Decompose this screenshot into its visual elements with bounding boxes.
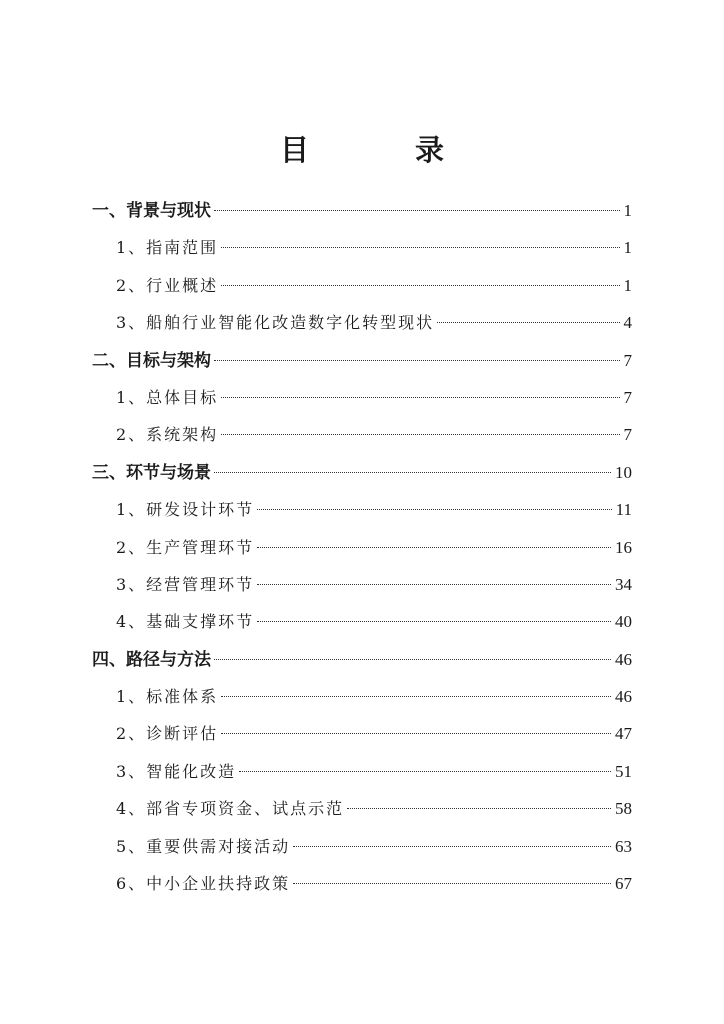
toc-entry-label: 2、系统架构	[116, 425, 219, 445]
toc-dot-leader	[257, 547, 611, 548]
toc-dot-leader	[239, 771, 611, 772]
toc-entry-page: 67	[615, 874, 632, 894]
toc-entry-page: 1	[623, 275, 632, 295]
toc-dot-leader	[221, 247, 619, 248]
toc-dot-leader	[221, 434, 619, 435]
toc-entry-subsection[interactable]	[92, 416, 632, 453]
toc-entry-label: 2、诊断评估	[116, 724, 219, 744]
toc-entry-label: 3、船舶行业智能化改造数字化转型现状	[116, 313, 435, 333]
toc-entry-section[interactable]	[92, 192, 632, 229]
toc-dot-leader	[257, 584, 611, 585]
toc-entry-subsection[interactable]	[92, 529, 632, 566]
toc-entry-subsection[interactable]	[92, 491, 632, 528]
toc-entry-subsection[interactable]	[92, 267, 632, 304]
toc-entry-page: 11	[615, 500, 632, 520]
toc-dot-leader	[257, 621, 611, 622]
toc-entry-section[interactable]	[92, 342, 632, 379]
toc-entry-page: 4	[623, 313, 632, 333]
toc-entry-page: 51	[615, 761, 632, 781]
toc-entry-page: 1	[623, 238, 632, 258]
toc-entry-page: 47	[615, 724, 632, 744]
toc-entry-page: 46	[615, 649, 632, 669]
toc-entry-page: 40	[615, 612, 632, 632]
toc-entry-subsection[interactable]	[92, 715, 632, 752]
toc-entry-page: 63	[615, 836, 632, 856]
toc-dot-leader	[221, 397, 619, 398]
toc-dot-leader	[214, 659, 611, 660]
toc-entry-subsection[interactable]	[92, 229, 632, 266]
toc-entry-label: 3、经营管理环节	[116, 574, 255, 594]
toc-entry-subsection[interactable]	[92, 379, 632, 416]
toc-entry-section[interactable]	[92, 641, 632, 678]
toc-dot-leader	[214, 360, 620, 361]
toc-entry-subsection[interactable]	[92, 865, 632, 902]
toc-dot-leader	[293, 883, 611, 884]
toc-dot-leader	[221, 696, 611, 697]
toc-entry-page: 7	[623, 425, 632, 445]
toc-entry-label: 1、标准体系	[116, 687, 219, 707]
toc-title: 目 录	[279, 133, 493, 167]
toc-entry-label: 二、目标与架构	[92, 350, 211, 371]
toc-entry-subsection[interactable]	[92, 566, 632, 603]
toc-entry-label: 4、部省专项资金、试点示范	[116, 799, 345, 819]
toc-entry-page: 16	[615, 537, 632, 557]
toc-entry-page: 46	[615, 687, 632, 707]
toc-dot-leader	[437, 322, 619, 323]
toc-dot-leader	[257, 509, 611, 510]
toc-dot-leader	[221, 285, 619, 286]
toc-entry-page: 7	[623, 350, 632, 370]
toc-entry-label: 6、中小企业扶持政策	[116, 874, 291, 894]
toc-entry-subsection[interactable]	[92, 790, 632, 827]
toc-entry-page: 1	[623, 201, 632, 220]
toc-entry-label: 5、重要供需对接活动	[116, 836, 291, 856]
toc-dot-leader	[214, 210, 620, 211]
toc-entry-label: 2、行业概述	[116, 275, 219, 295]
toc-entry-label: 1、总体目标	[116, 387, 219, 407]
toc-entry-subsection[interactable]	[92, 753, 632, 790]
toc-entry-page: 34	[615, 574, 632, 594]
toc-entry-label: 1、指南范围	[116, 238, 219, 258]
toc-entry-page: 7	[623, 387, 632, 407]
toc-list	[92, 192, 632, 902]
toc-entry-section[interactable]	[92, 454, 632, 491]
toc-entry-label: 4、基础支撑环节	[116, 612, 255, 632]
toc-entry-label: 1、研发设计环节	[116, 500, 255, 520]
toc-entry-page: 10	[615, 462, 632, 482]
toc-entry-label: 四、路径与方法	[92, 649, 211, 670]
toc-entry-subsection[interactable]	[92, 678, 632, 715]
toc-entry-subsection[interactable]	[92, 828, 632, 865]
toc-entry-subsection[interactable]	[92, 603, 632, 640]
toc-entry-subsection[interactable]	[92, 304, 632, 341]
toc-dot-leader	[347, 808, 611, 809]
toc-dot-leader	[293, 846, 611, 847]
toc-entry-label: 三、环节与场景	[92, 462, 211, 483]
toc-dot-leader	[221, 733, 611, 734]
toc-dot-leader	[214, 472, 611, 473]
toc-entry-label: 一、背景与现状	[92, 201, 211, 221]
toc-entry-page: 58	[615, 799, 632, 819]
toc-entry-label: 3、智能化改造	[116, 761, 237, 781]
toc-entry-label: 2、生产管理环节	[116, 537, 255, 557]
